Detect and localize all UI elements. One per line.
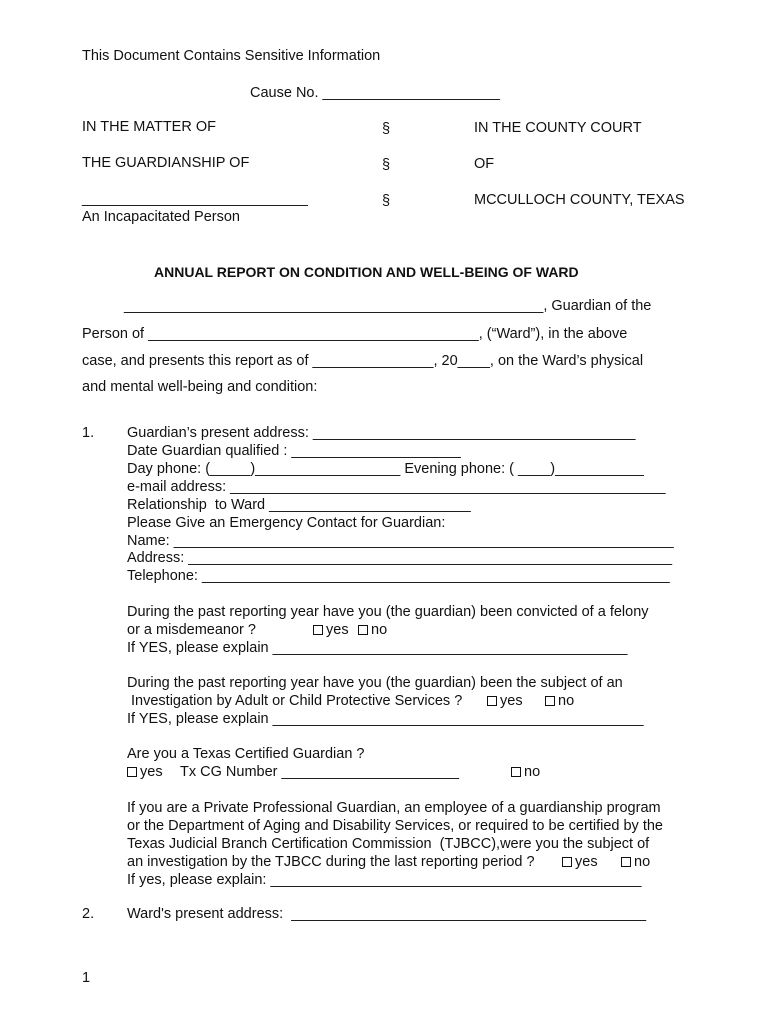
checkbox-icon[interactable] bbox=[621, 857, 631, 867]
guardian-address-field: Guardian’s present address: ________________________________________ bbox=[127, 425, 636, 441]
checkbox-icon[interactable] bbox=[313, 625, 323, 635]
no-label: no bbox=[634, 854, 651, 870]
felony-yes-option[interactable] bbox=[313, 621, 349, 639]
felony-no-option[interactable] bbox=[358, 621, 387, 639]
certified-guardian-question: Are you a Texas Certified Guardian ? bbox=[127, 746, 365, 762]
ward-address-field: Ward's present address: ____________________________________________ bbox=[127, 906, 647, 922]
cause-number: Cause No. ______________________ bbox=[250, 85, 500, 101]
intro-line-1: ____________________________________________________, Guardian of the bbox=[124, 298, 652, 314]
private-guardian-line-2: or the Department of Aging and Disability Services, or required to be certified by the bbox=[127, 818, 663, 834]
section-symbol: § bbox=[382, 157, 391, 173]
section-symbol: § bbox=[382, 121, 391, 137]
caption-left-3: ____________________________ bbox=[82, 191, 308, 207]
yes-label: yes bbox=[140, 764, 163, 780]
relationship-field: Relationship to Ward _________________________ bbox=[127, 497, 471, 513]
emergency-telephone-field: Telephone: __________________________________________________________ bbox=[127, 568, 670, 584]
emergency-contact-prompt: Please Give an Emergency Contact for Guardian: bbox=[127, 515, 446, 531]
private-guardian-line-1: If you are a Private Professional Guardian, an employee of a guardianship program bbox=[127, 800, 661, 816]
certified-no-option[interactable] bbox=[511, 763, 540, 781]
aps-explain-field: If YES, please explain ______________________________________________ bbox=[127, 711, 644, 727]
page-number: 1 bbox=[82, 970, 91, 986]
felony-explain-field: If YES, please explain ____________________________________________ bbox=[127, 640, 628, 656]
aps-yes-option[interactable] bbox=[487, 692, 523, 710]
emergency-name-field: Name: ______________________________________________________________ bbox=[127, 533, 674, 549]
checkbox-icon[interactable] bbox=[545, 696, 555, 706]
private-guardian-line-4: an investigation by the TJBCC during the last reporting period ? bbox=[127, 854, 535, 870]
section-1-number: 1. bbox=[82, 425, 95, 441]
email-field: e-mail address: ______________________________________________________ bbox=[127, 479, 666, 495]
intro-line-3: case, and presents this report as of _______________, 20____, on the Ward’s physical bbox=[82, 353, 644, 369]
cg-number-field: Tx CG Number ______________________ bbox=[180, 764, 459, 780]
tjbcc-yes-option[interactable] bbox=[562, 853, 598, 871]
felony-question-line-2: or a misdemeanor ? bbox=[127, 622, 256, 638]
aps-question-line-2: Investigation by Adult or Child Protective Services ? bbox=[127, 693, 463, 709]
yes-label: yes bbox=[500, 693, 523, 709]
sensitive-notice: This Document Contains Sensitive Information bbox=[82, 48, 381, 64]
checkbox-icon[interactable] bbox=[511, 767, 521, 777]
checkbox-icon[interactable] bbox=[358, 625, 368, 635]
section-2-number: 2. bbox=[82, 906, 95, 922]
caption-left-2: THE GUARDIANSHIP OF bbox=[82, 155, 250, 171]
date-qualified-field: Date Guardian qualified : _____________________ bbox=[127, 443, 461, 459]
caption-right-2: OF bbox=[474, 156, 495, 172]
intro-line-4: and mental well-being and condition: bbox=[82, 379, 318, 395]
certified-yes-option[interactable] bbox=[127, 763, 163, 781]
yes-label: yes bbox=[326, 622, 349, 638]
no-label: no bbox=[524, 764, 541, 780]
caption-right-3: MCCULLOCH COUNTY, TEXAS bbox=[474, 192, 685, 208]
document-title: ANNUAL REPORT ON CONDITION AND WELL-BEING OF WARD bbox=[154, 264, 579, 280]
checkbox-icon[interactable] bbox=[127, 767, 137, 777]
emergency-address-field: Address: ____________________________________________________________ bbox=[127, 550, 673, 566]
checkbox-icon[interactable] bbox=[487, 696, 497, 706]
phone-field: Day phone: (_____)__________________ Evening phone: ( ____)___________ bbox=[127, 461, 644, 477]
caption-left-4: An Incapacitated Person bbox=[82, 209, 240, 225]
checkbox-icon[interactable] bbox=[562, 857, 572, 867]
yes-label: yes bbox=[575, 854, 598, 870]
caption-right-1: IN THE COUNTY COURT bbox=[474, 120, 642, 136]
intro-line-2: Person of _________________________________________, (“Ward”), in the above bbox=[82, 326, 628, 342]
no-label: no bbox=[371, 622, 388, 638]
aps-no-option[interactable] bbox=[545, 692, 574, 710]
private-explain-field: If yes, please explain: ______________________________________________ bbox=[127, 872, 642, 888]
caption-left-1: IN THE MATTER OF bbox=[82, 119, 216, 135]
private-guardian-line-3: Texas Judicial Branch Certification Commission (TJBCC),were you the subject of bbox=[127, 836, 650, 852]
no-label: no bbox=[558, 693, 575, 709]
section-symbol: § bbox=[382, 193, 391, 209]
felony-question-line-1: During the past reporting year have you (the guardian) been convicted of a felony bbox=[127, 604, 649, 620]
aps-question-line-1: During the past reporting year have you (the guardian) been the subject of an bbox=[127, 675, 623, 691]
tjbcc-no-option[interactable] bbox=[621, 853, 650, 871]
